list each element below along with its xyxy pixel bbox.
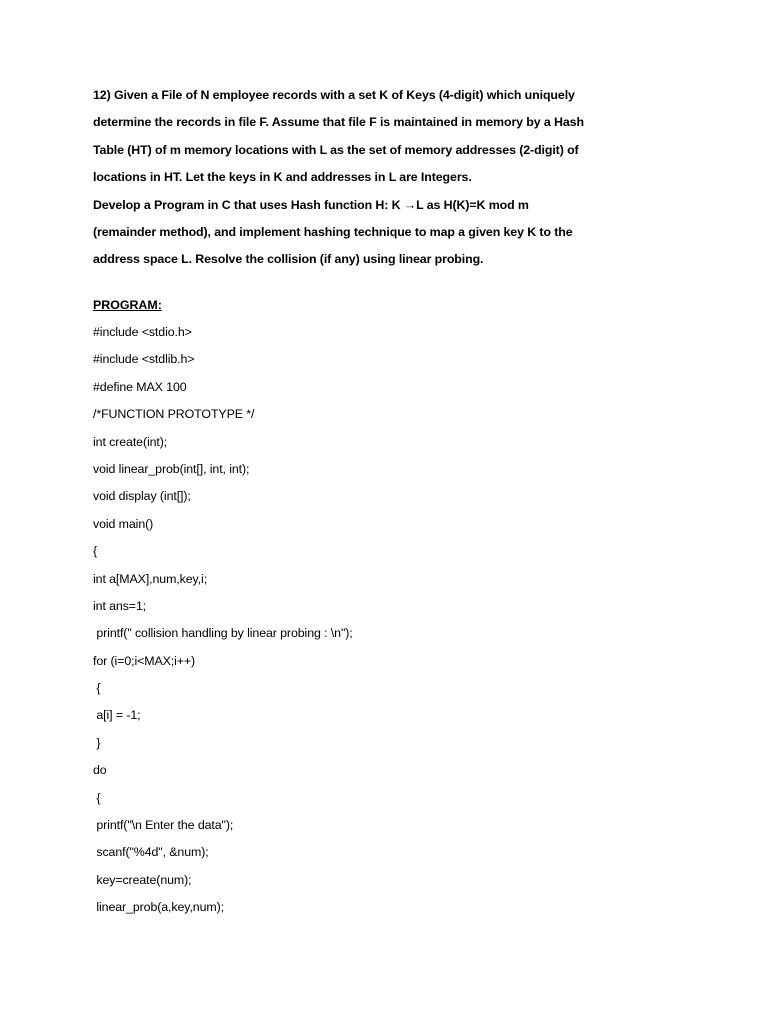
code-line: { — [93, 544, 98, 559]
code-line: int a[MAX],num,key,i; — [93, 571, 208, 586]
question-line: Table (HT) of m memory locations with L as the set of memory addresses (2-digit) of — [93, 142, 579, 157]
code-line: printf(" collision handling by linear probing : \n"); — [93, 626, 353, 641]
code-line: a[i] = -1; — [93, 708, 141, 723]
question-text — [93, 85, 613, 277]
code-line: void display (int[]); — [93, 489, 191, 504]
question-line: (remainder method), and implement hashing technique to map a given key K to the — [93, 224, 573, 239]
code-line: } — [93, 735, 101, 750]
code-line: do — [93, 763, 107, 778]
code-line: linear_prob(a,key,num); — [93, 900, 224, 915]
question-line: address space L. Resolve the collision (if any) using linear probing. — [93, 252, 484, 267]
code-line: /*FUNCTION PROTOTYPE */ — [93, 407, 255, 422]
code-line: int ans=1; — [93, 598, 147, 613]
program-heading: PROGRAM: — [93, 298, 162, 312]
code-line: #include <stdlib.h> — [93, 352, 195, 367]
program-code — [93, 322, 653, 925]
code-line: for (i=0;i<MAX;i++) — [93, 653, 196, 668]
code-line: printf("\n Enter the data"); — [93, 818, 234, 833]
code-line: #define MAX 100 — [93, 379, 187, 394]
question-line: Develop a Program in C that uses Hash function H: K →L as H(K)=K mod m — [93, 197, 529, 212]
question-line: determine the records in file F. Assume that file F is maintained in memory by a Hash — [93, 115, 584, 130]
code-line: int create(int); — [93, 434, 168, 449]
code-line: void linear_prob(int[], int, int); — [93, 461, 250, 476]
code-line: void main() — [93, 516, 154, 531]
code-line: { — [93, 790, 101, 805]
code-line: { — [93, 681, 101, 696]
code-line: scanf("%4d", &num); — [93, 845, 209, 860]
code-line: key=create(num); — [93, 872, 192, 887]
question-line: locations in HT. Let the keys in K and addresses in L are Integers. — [93, 170, 472, 185]
question-line: 12) Given a File of N employee records with a set K of Keys (4-digit) which uniquely — [93, 88, 575, 102]
code-line: #include <stdio.h> — [93, 325, 192, 339]
